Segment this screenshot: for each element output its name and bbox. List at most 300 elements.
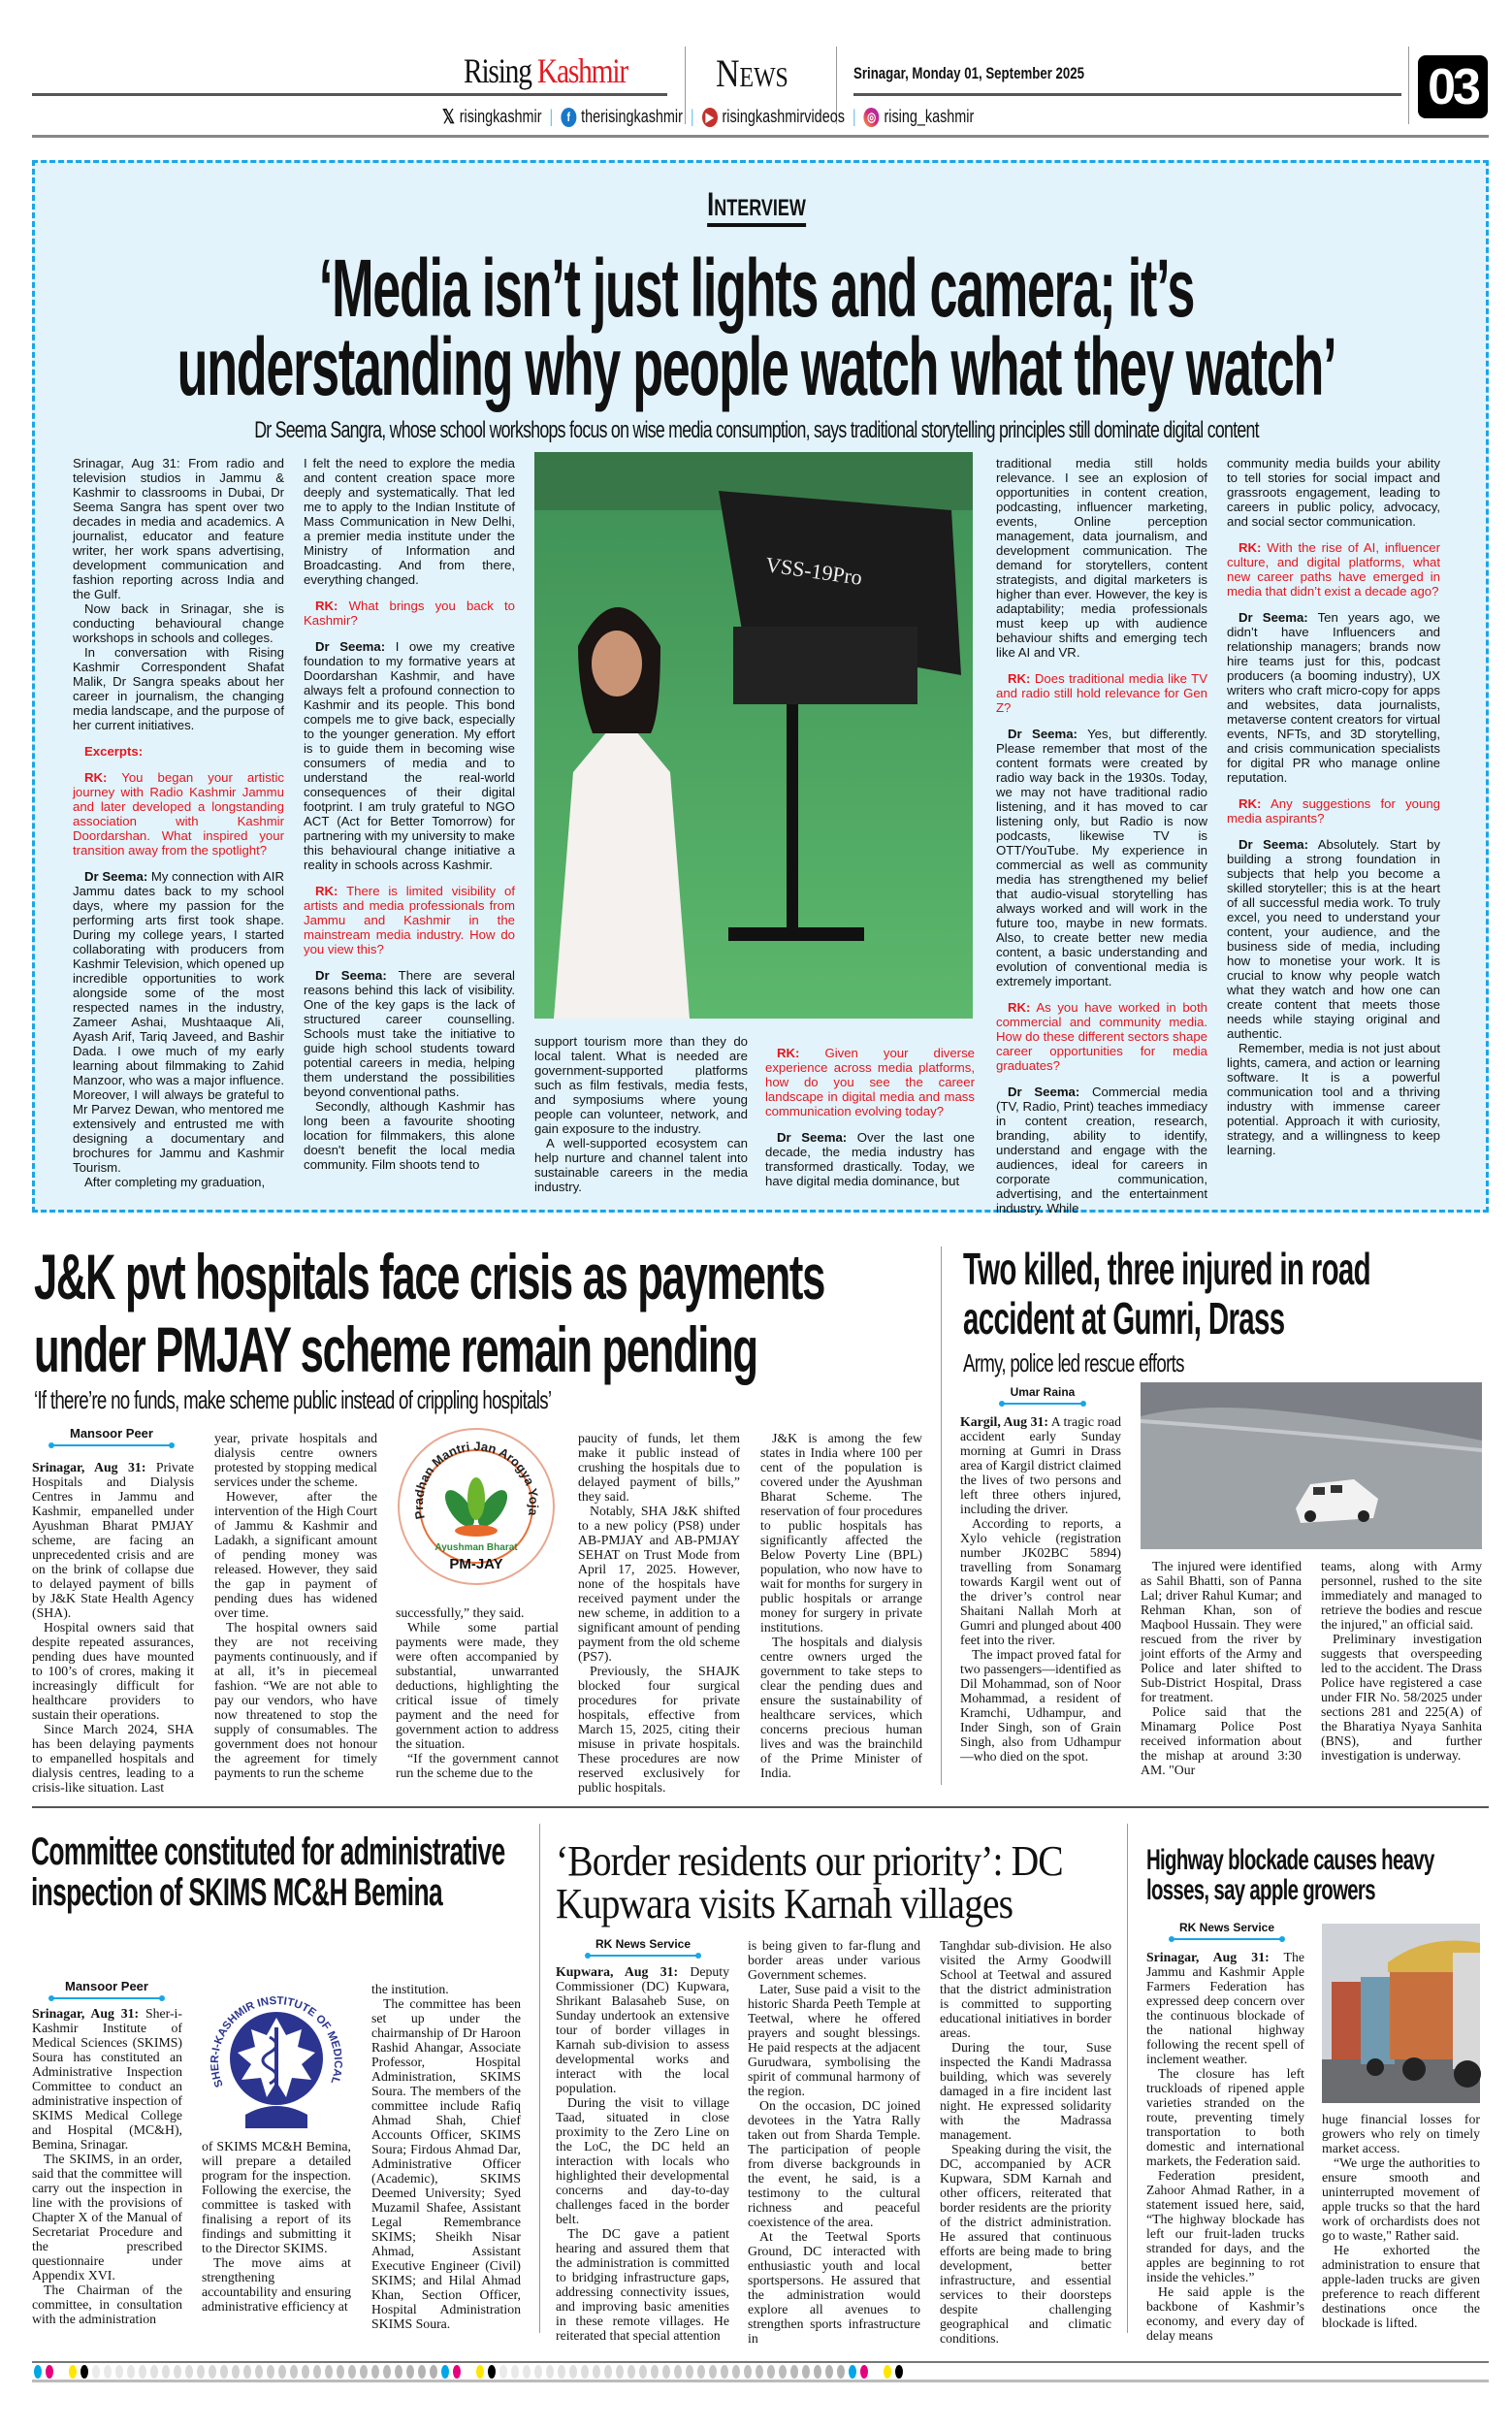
- paragraph-lead: Dr Seema:: [1008, 1085, 1080, 1099]
- skims-logo-ring-text: SHER-I-KASHMIR INSTITUTE OF MEDICAL: [209, 1994, 344, 2089]
- grey-swatch: [406, 2365, 414, 2379]
- paragraph: [996, 1085, 1207, 1215]
- grey-swatch: [174, 2365, 181, 2379]
- paragraph: [748, 2098, 920, 2229]
- pmjay-logo: [396, 1426, 557, 1587]
- interview-column-2: [304, 456, 515, 1201]
- paragraph: [1146, 2066, 1304, 2168]
- interview-standfirst: Dr Seema Sangra, whose school workshops focus on wise media consumption, says traditional storytelling principles still dominate digital content: [253, 417, 1259, 443]
- social-handle-instagram[interactable]: rising_kashmir: [884, 107, 975, 126]
- paragraph-text: support tourism more than they do local talent. What is needed are government-supported platforms such as film festivals, media fests, and symposiums where young people can volunteer, network, and gain exposure to the industry.: [534, 1034, 748, 1136]
- interview-kicker: Interview: [707, 186, 806, 227]
- color-swatch: [34, 2365, 42, 2379]
- paragraph-lead: RK:: [1239, 540, 1262, 555]
- paragraph-text: Previously, the SHAJK blocked four surgical procedures for private hospitals, effective from March 15, 2025, citing their misuse in private hospitals. These procedures are now reserved exclusively for public hospitals.: [578, 1664, 740, 1795]
- paragraph-lead: Dr Seema:: [84, 869, 148, 884]
- hospitals-column-5: [760, 1431, 922, 1780]
- paragraph: [32, 2152, 182, 2283]
- color-swatch: [465, 2365, 472, 2379]
- interview-question: [1227, 796, 1440, 826]
- grey-swatch: [302, 2365, 309, 2379]
- paragraph: [1141, 1559, 1302, 1704]
- instagram-icon: ◎: [864, 108, 880, 127]
- grey-swatch: [546, 2365, 554, 2379]
- border-column-1: [556, 1964, 729, 2343]
- paragraph-text: huge financial losses for growers who rely on timely market access.: [1322, 2112, 1480, 2155]
- grey-swatch: [92, 2365, 100, 2379]
- grey-swatch: [662, 2365, 670, 2379]
- masthead-rule: [32, 93, 667, 96]
- paragraph-text: He said apple is the backbone of Kashmir’s economy, and every day of delay means: [1146, 2284, 1304, 2343]
- color-swatch: [476, 2365, 484, 2379]
- paragraph-text: The Chairman of the committee, in consultation with the administration: [32, 2283, 182, 2326]
- highway-headline-line-2[interactable]: losses, say apple growers: [1146, 1874, 1375, 1906]
- grey-swatch: [418, 2365, 426, 2379]
- column-divider: [1127, 1824, 1128, 2333]
- color-swatch: [69, 2365, 77, 2379]
- grey-swatch: [627, 2365, 635, 2379]
- paragraph-text: Hospital owners said that despite repeated assurances, pending dues have mounted to 100’s of crores, making it increasingly difficult for healthcare providers to sustain their operations.: [32, 1620, 194, 1722]
- interview-column-1: [73, 456, 284, 1201]
- paragraph-lead: Dr Seema:: [315, 639, 386, 654]
- grey-swatch: [721, 2365, 728, 2379]
- paragraph-text: The SKIMS, in an order, said that the committee will carry out the inspection in line with the provisions of Chapter X of the Manual of Secretariat Procedure and the prescribed questionnaire under Appendix XVI.: [32, 2152, 182, 2283]
- grey-swatch: [360, 2365, 368, 2379]
- paragraph: [556, 2095, 729, 2226]
- color-swatch: [872, 2365, 880, 2379]
- trucks-photo: [1322, 1924, 1480, 2103]
- masthead-rule: [853, 93, 1401, 96]
- hospitals-column-3: [396, 1605, 559, 1780]
- grey-swatch: [337, 2365, 344, 2379]
- color-swatch: [488, 2365, 496, 2379]
- byline-name: Mansoor Peer: [65, 1979, 148, 1993]
- grey-swatch: [814, 2365, 821, 2379]
- grey-swatch: [197, 2365, 205, 2379]
- paragraph-text: On the occasion, DC joined devotees in the Yatra Rally taken out from Sharda Temple. The participation of people from diverse backgrounds in the event, he said, is a testimony to the cultural richness and peaceful coexistence of the area.: [748, 2098, 920, 2229]
- interview-column-5: [1227, 456, 1440, 1201]
- byline-name: Umar Raina: [1010, 1385, 1076, 1399]
- paragraph-text: You began your artistic journey with Radio Kashmir Jammu and later developed a longstanding association with Kashmir Doordarshan. What inspired your transition away from the spotlight?: [73, 770, 284, 858]
- grey-swatch: [802, 2365, 810, 2379]
- paragraph-text: Deputy Commissioner (DC) Kupwara, Shrikant Balasaheb Suse, on Sunday undertook an extensive tour of border villages in Karnah sub-division to assess developmental works and interact with the local population.: [556, 1964, 729, 2095]
- paragraph-text: Any suggestions for young media aspirants?: [1227, 796, 1440, 826]
- interview-question: [73, 770, 284, 858]
- camera-label: VSS-19Pro: [763, 552, 864, 590]
- grey-swatch: [255, 2365, 263, 2379]
- paragraph-text: the institution.: [371, 1982, 449, 1996]
- paragraph: [534, 1136, 748, 1194]
- color-swatch: [453, 2365, 461, 2379]
- paragraph-text: A well-supported ecosystem can help nurture and channel talent into sustainable careers in the media industry.: [534, 1136, 748, 1194]
- grey-swatch: [686, 2365, 693, 2379]
- paragraph: [32, 2006, 182, 2152]
- paragraph-text: paucity of funds, let them make it public instead of crushing the hospitals due to delayed payment of bills,” they said.: [578, 1431, 740, 1504]
- grey-swatch: [790, 2365, 798, 2379]
- grey-swatch: [395, 2365, 402, 2379]
- paragraph: [1322, 2112, 1480, 2155]
- interview-photo: [534, 452, 973, 1019]
- grey-swatch: [209, 2365, 216, 2379]
- paragraph-text: I owe my creative foundation to my formative years at Doordarshan Kashmir, and have always felt a profound connection to Kashmir and its people. This bond compels me to give back, especially to the younger generation. My effort is to guide them in becoming wise consumers of media and to understand the real-world consequences of their digital footprint. I am truly grateful to NGO ACT (Act for Better Tomorrow) for partnering with my university to make this behavioural change initiative a reality in schools across Kashmir.: [304, 639, 515, 872]
- paragraph-text: Commercial media (TV, Radio, Print) teaches immediacy in content creation, research, branding, ability to identify, understand and engage with the audiences, ideal for careers in corporate communication, advertising, and the entertainment industry. While: [996, 1085, 1207, 1215]
- accident-column-3: [1321, 1559, 1482, 1782]
- interview-column-3a: [534, 1034, 748, 1199]
- divider: [1408, 47, 1409, 124]
- paragraph-text: Private Hospitals and Dialysis Centres in Jammu and Kashmir, empanelled under Ayushman Bharat PMJAY scheme, are facing an unprecedented crisis and are on the brink of collapse due to delayed payment of bills by J&K State Health Agency (SHA).: [32, 1460, 194, 1620]
- interview-question: [1227, 540, 1440, 599]
- paragraph: [214, 1431, 377, 1489]
- paragraph-text: J&K is among the few states in India where 100 per cent of the population is covered under the Ayushman Bharat Scheme. The reservation of four procedures to public hospitals has significantly affected the Below Poverty Line (BPL) population, who now have to wait for months for surgery in public hospitals or arrange money for surgery in private institutions.: [760, 1431, 922, 1635]
- paragraph: [304, 1099, 515, 1172]
- hospitals-standfirst: ‘If there’re no funds, make scheme public instead of crippling hospitals’: [34, 1385, 552, 1414]
- paragraph-text: He exhorted the administration to ensure that apple-laden trucks are given preference to reach different destinations once the blockade is lifted.: [1322, 2243, 1480, 2330]
- paragraph-lead: RK:: [315, 884, 338, 898]
- hospitals-column-1: [32, 1460, 194, 1795]
- interview-question: [996, 1000, 1207, 1073]
- paragraph: [1227, 1041, 1440, 1157]
- paragraph: [73, 601, 284, 645]
- hospitals-column-4: [578, 1431, 740, 1795]
- hospitals-column-2: [214, 1431, 377, 1780]
- highway-column-2: [1322, 2112, 1480, 2331]
- paragraph-text: is being given to far-flung and border areas under various Government schemes.: [748, 1938, 920, 1982]
- paragraph-text: A tragic road accident early Sunday morning at Gumri in Drass area of Kargil district claimed the lives of two persons and left three others injured, including the driver.: [960, 1414, 1121, 1516]
- paragraph: [760, 1635, 922, 1780]
- accident-headline-line-2[interactable]: accident at Gumri, Drass: [963, 1293, 1285, 1344]
- interview-question: [996, 671, 1207, 715]
- color-swatch: [884, 2365, 891, 2379]
- grey-swatch: [371, 2365, 379, 2379]
- paragraph: [202, 2139, 351, 2255]
- paragraph-text: Yes, but differently. Please remember that most of the content formats were created by radio way back in the 1930s. Today, we may not have traditional radio listening, and it has moved to car listening only, but Radio is now podcasts, likewise TV is OTT/YouTube. My experience in commercial as well as community media has strengthened my belief that audio-visual storytelling has always worked and will work in the future too, maybe in new formats. Also, to create better new media content, a basic understanding and evolution of conventional media is extremely important.: [996, 727, 1207, 988]
- accident-column-2: [1141, 1559, 1302, 1782]
- grey-swatch: [115, 2365, 123, 2379]
- grey-swatch: [593, 2365, 600, 2379]
- grey-swatch: [290, 2365, 298, 2379]
- color-swatch: [80, 2365, 88, 2379]
- grey-swatch: [220, 2365, 228, 2379]
- paragraph-text: The hospitals and dialysis centre owners urged the government to take steps to clear the pending dues and ensure the sustainability of healthcare services, which concerns precious human lives and was the brainchild of the Prime Minister of India.: [760, 1635, 922, 1780]
- masthead-bottom-rule: [32, 135, 1489, 138]
- paragraph: [304, 639, 515, 872]
- paragraph-text: Later, Suse paid a visit to the historic Sharda Peeth Temple at Teetwal, where he offered prayers and sought blessings. He paid respects at the adjacent Gurudwara, symbolising the spirit of communal harmony of the region.: [748, 1982, 920, 2098]
- paragraph-text: traditional media still holds relevance. I see an explosion of opportunities in content creation, podcasting, influencer marketing, events, Online perception management, data journalism, and development communication. The demand for storytellers, content strategists, and digital marketers is higher than ever. However, the key is adaptability; media professionals must keep up with audience behaviour shifts and emerging tech like AI and VR.: [996, 456, 1207, 660]
- grey-swatch: [558, 2365, 565, 2379]
- paragraph-lead: Kupwara, Aug 31:: [556, 1964, 679, 1979]
- interview-headline-line-1[interactable]: ‘Media isn’t just lights and camera; it’s: [318, 243, 1194, 334]
- paragraph-text: I felt the need to explore the media and content creation space more deeply and systematically. That led me to apply to the Indian Institute of Mass Communication in New Delhi, a premier media institute under the Ministry of Information and Broadcasting. And from there, everything changed.: [304, 456, 515, 587]
- paragraph-lead: Dr Seema:: [1239, 610, 1308, 625]
- paragraph: [578, 1431, 740, 1504]
- grey-swatch: [511, 2365, 519, 2379]
- paragraph-text: Preliminary investigation suggests that overspeeding led to the accident. The Drass Police have registered a case under FIR No. 58/2025 under sections 281 and 225(A) of the Bharatiya Nyaya Sanhita (BNS), and further investigation is underway.: [1321, 1632, 1482, 1763]
- grey-swatch: [744, 2365, 752, 2379]
- interview-headline-line-2[interactable]: understanding why people watch what they watch’: [177, 321, 1335, 412]
- paragraph: [396, 1751, 559, 1780]
- paragraph: [940, 2142, 1111, 2346]
- border-headline-line-1[interactable]: ‘Border residents our priority’: DC: [556, 1837, 1063, 1885]
- paragraph: [1321, 1632, 1482, 1763]
- paragraph: [1146, 2284, 1304, 2343]
- paragraph-text: successfully,” they said.: [396, 1605, 525, 1620]
- paragraph: [1141, 1704, 1302, 1777]
- paragraph: [996, 727, 1207, 988]
- paragraph-text: Ten years ago, we didn’t have Influencers and relationship managers; brands now hire teams just for this, podcast producers (a booming industry), UX writers who craft micro-copy for apps and websites, data journalists, metaverse content creators for virtual events, NFTs, and 3D storytelling, and crisis communication specialists for digital PR who manage online reputation.: [1227, 610, 1440, 785]
- grey-swatch: [767, 2365, 775, 2379]
- grey-swatch: [651, 2365, 659, 2379]
- paragraph: [578, 1504, 740, 1664]
- grey-swatch: [348, 2365, 356, 2379]
- grey-swatch: [430, 2365, 437, 2379]
- paragraph-text: The injured were identified as Sahil Bhatti, son of Panna Lal; driver Rahul Kumar; and Rehman Khan, son of Maqbool Hussain. They were rescued from the river by joint efforts of the Army and Police and later shifted to Sub-District Hospital, Drass for treatment.: [1141, 1559, 1302, 1704]
- hospitals-byline: [39, 1426, 184, 1446]
- grey-swatch: [732, 2365, 740, 2379]
- paragraph: [534, 1034, 748, 1136]
- skims-column-2: [202, 2139, 351, 2331]
- paragraph-lead: RK:: [1008, 1000, 1031, 1015]
- paragraph: [578, 1664, 740, 1795]
- paragraph: [304, 968, 515, 1099]
- masthead-logo[interactable]: [464, 50, 627, 91]
- grey-swatch: [325, 2365, 333, 2379]
- skims-column-3: [371, 1982, 521, 2331]
- paragraph-text: However, after the intervention of the High Court of Jammu & Kashmir and Ladakh, a significant amount of pending money was released. However, they said the gap in payment of pending dues has widened over time.: [214, 1489, 377, 1620]
- paragraph: [940, 1938, 1111, 2040]
- paragraph: [214, 1620, 377, 1780]
- paragraph: [1322, 2155, 1480, 2243]
- paragraph: [760, 1431, 922, 1635]
- paragraph-text: In conversation with Rising Kashmir Correspondent Shafat Malik, Dr Sangra speaks about her career in journalism, the changing media landscape, and the purpose of her current initiatives.: [73, 645, 284, 732]
- accident-headline-line-1[interactable]: Two killed, three injured in road: [963, 1244, 1370, 1294]
- color-swatch: [46, 2365, 53, 2379]
- paragraph-lead: RK:: [1239, 796, 1262, 811]
- paragraph-text: of SKIMS MC&H Bemina, will prepare a detailed program for the inspection. Following the exercise, the committee is tasked with finalising a report of its findings and submitting it to the Director SKIMS.: [202, 2139, 351, 2255]
- grey-swatch: [278, 2365, 286, 2379]
- paragraph-lead: RK:: [315, 599, 338, 613]
- hospitals-headline-line-2[interactable]: under PMJAY scheme remain pending: [34, 1313, 757, 1385]
- paragraph-text: Notably, SHA J&K shifted to a new policy (PS8) under AB-PMJAY and AB-PMJAY SEHAT on Trust Mode from April 17, 2025. However, none of the hospitals have received payment under the new scheme, in addition to a significant amount of pending payment from the old scheme (PS7).: [578, 1504, 740, 1664]
- paragraph-text: Since March 2024, SHA has been delaying payments to empanelled hospitals and dialysis centres, leading to a crisis-like situation. Last: [32, 1722, 194, 1795]
- paragraph-lead: Srinagar, Aug 31:: [32, 2006, 140, 2021]
- accident-photo: [1141, 1382, 1482, 1549]
- paragraph: [371, 1982, 521, 1996]
- paragraph-text: During the visit to village Taad, situated in close proximity to the Zero Line on the LoC, the DC held an interaction with locals who highlighted their developmental concerns and day-to-day challenges faced in the border belt.: [556, 2095, 729, 2226]
- youtube-icon: ▶: [702, 108, 718, 127]
- section-label: [73, 744, 284, 759]
- grey-swatch: [162, 2365, 170, 2379]
- skims-byline: [39, 1979, 175, 1999]
- paragraph-text: year, private hospitals and dialysis centre owners protested by stopping medical services under the scheme.: [214, 1431, 377, 1489]
- paragraph-text: Does traditional media like TV and radio still hold relevance for Gen Z?: [996, 671, 1207, 715]
- paragraph: [960, 1647, 1121, 1764]
- paragraph-text: With the rise of AI, influencer culture, and digital platforms, what new career paths have emerged in media that didn’t exist a decade ago?: [1227, 540, 1440, 599]
- paragraph-text: During the tour, Suse inspected the Kandi Madrassa building, which was severely damaged in a fire incident last night. He expressed solidarity with the Madrassa management.: [940, 2040, 1111, 2142]
- grey-swatch: [383, 2365, 391, 2379]
- paragraph-text: There are several reasons behind this lack of visibility. One of the key gaps is the lack of structured career counselling. Schools must take the initiative to guide high school students toward potential careers in media, helping them understand the possibilities beyond conventional paths.: [304, 968, 515, 1099]
- paragraph-text: The Jammu and Kashmir Apple Farmers Federation has expressed deep concern over the continuous blockade of the national highway following the recent spell of inclement weather.: [1146, 1950, 1304, 2066]
- paragraph: [304, 456, 515, 587]
- pmjay-logo-name: PM-JAY: [449, 1556, 503, 1572]
- grey-swatch: [709, 2365, 717, 2379]
- color-swatch: [895, 2365, 903, 2379]
- interview-question: [304, 884, 515, 956]
- grey-swatch: [616, 2365, 624, 2379]
- highway-byline: [1159, 1921, 1295, 1940]
- color-swatch: [860, 2365, 868, 2379]
- paragraph: [73, 869, 284, 1175]
- color-swatch: [57, 2365, 65, 2379]
- grey-swatch: [232, 2365, 240, 2379]
- paragraph: [214, 1489, 377, 1620]
- print-color-bar: [32, 2361, 1489, 2382]
- border-column-2: [748, 1938, 920, 2346]
- byline-name: Mansoor Peer: [70, 1426, 153, 1441]
- interview-column-4: [996, 456, 1208, 1215]
- paragraph: [32, 1460, 194, 1620]
- paragraph: [1227, 610, 1440, 785]
- paragraph: [748, 2229, 920, 2346]
- paragraph-text: Sher-i-Kashmir Institute of Medical Sciences (SKIMS) Soura has constituted an Administrative Inspection Committee to conduct an administrative inspection of SKIMS Medical College and Hospital (MC&H), Bemina, Srinagar.: [32, 2006, 182, 2152]
- paragraph-text: Speaking during the visit, the DC, accompanied by ACR Kupwara, SDM Karnah and other officers, reiterated that border residents are the priority of the district administration. He assured that continuous efforts are being made to bring development, better infrastructure, and essential services to their doorsteps despite challenging geographical and climatic conditions.: [940, 2142, 1111, 2346]
- paragraph-lead: Srinagar, Aug 31:: [1146, 1950, 1270, 1964]
- paragraph-text: Secondly, although Kashmir has long been a favourite shooting location for filmmakers, this alone doesn't benefit the local media community. Film shoots tend to: [304, 1099, 515, 1172]
- column-divider: [539, 1824, 540, 2333]
- paragraph: [1146, 2168, 1304, 2284]
- paragraph: [202, 2255, 351, 2314]
- social-links: 𝕏 risingkashmir | f therisingkashmir | ▶ risingkashmirvideos | ◎ rising_kashmir: [442, 107, 975, 128]
- interview-question: [765, 1046, 975, 1118]
- paragraph: [1321, 1559, 1482, 1632]
- grey-swatch: [150, 2365, 158, 2379]
- color-swatch: [441, 2365, 449, 2379]
- paragraph: [765, 1130, 975, 1188]
- paragraph: [748, 1938, 920, 1982]
- social-handle-facebook[interactable]: therisingkashmir: [581, 107, 683, 126]
- paragraph-text: Excerpts:: [84, 744, 144, 759]
- paragraph-text: Absolutely. Start by building a strong foundation in subjects that help you become a skilled storyteller; this is at the heart of all successful media work. To truly excel, you need to understand your content, your audience, and the business side of media, including how to monetise your work. It is crucial to know why people watch what they watch and how one can create content that meets those needs while staying original and authentic.: [1227, 837, 1440, 1041]
- paragraph: [32, 1722, 194, 1795]
- paragraph: [32, 2283, 182, 2326]
- paragraph-text: Tanghdar sub-division. He also visited the Army Goodwill School at Teetwal and assured that the district administration is committed to supporting educational initiatives in border areas.: [940, 1938, 1111, 2040]
- paragraph: [960, 1516, 1121, 1647]
- paragraph-lead: Dr Seema:: [1239, 837, 1309, 852]
- paragraph-lead: RK:: [1008, 671, 1031, 686]
- interview-question: [304, 599, 515, 628]
- paragraph: [371, 1996, 521, 2331]
- paragraph-text: After completing my graduation,: [84, 1175, 266, 1189]
- paragraph-lead: RK:: [84, 770, 108, 785]
- grey-swatch: [534, 2365, 542, 2379]
- section-name: News: [716, 51, 788, 95]
- paragraph: [748, 1982, 920, 2098]
- accident-byline: [989, 1385, 1096, 1405]
- paragraph: [396, 1620, 559, 1751]
- paragraph-text: What brings you back to Kashmir?: [304, 599, 515, 628]
- x-icon: 𝕏: [442, 107, 455, 128]
- interview-column-3b: [765, 1034, 975, 1199]
- social-handle-youtube[interactable]: risingkashmirvideos: [722, 107, 845, 126]
- pmjay-logo-subtitle: Ayushman Bharat: [434, 1542, 518, 1553]
- skims-logo: [202, 1979, 351, 2132]
- paragraph-text: The hospital owners said they are not receiving payments continuously, and if at all, it’s in piecemeal fashion. “We are not able to pay our vendors, who have now threatened to stop the supply of consumables. The government does not honour the agreement for timely payments to run the scheme: [214, 1620, 377, 1780]
- border-headline-line-2[interactable]: Kupwara visits Karnah villages: [556, 1880, 1013, 1927]
- skims-column-1: [32, 2006, 182, 2331]
- paragraph: [1227, 837, 1440, 1041]
- hospitals-headline-line-1[interactable]: J&K pvt hospitals face crisis as payments: [34, 1241, 825, 1312]
- skims-headline[interactable]: Committee constituted for administrative inspection of SKIMS MC&H Bemina: [31, 1830, 505, 1914]
- paragraph-text: The impact proved fatal for two passengers—identified as Dil Mohammad, son of Noor Mohammad, a resident of Kramchi, Udhampur, and Inder Singh, son of Grain Singh, also from Udhampur—who died on the spot.: [960, 1647, 1121, 1764]
- paragraph-text: My connection with AIR Jammu dates back to my school days, where my passion for the performing arts first took shape. During my college years, I started collaborating with producers from Kashmir Television, which opened up incredible opportunities to work alongside some of the most respected names in the industry, Zameer Ashai, Mushtaaque Ali, Ayash Arif, Tariq Javeed, and Bashir Dada. I owe much of my early learning about filmmaking to Zahid Manzoor, who was a major influence. Moreover, I will always be grateful to Mr Parvez Dewan, who mentored me extensively and entrusted me with designing a documentary and brochures for Jammu and Kashmir Tourism.: [73, 869, 284, 1175]
- grey-swatch: [779, 2365, 787, 2379]
- column-divider: [941, 1247, 942, 1785]
- accident-column-1: [960, 1414, 1121, 1781]
- paragraph-text: Remember, media is not just about lights, camera, and action or learning software. It is a powerful communication tool and a thriving industry with immense career potential. Approach it with curiosity, strategy, and a willingness to keep learning.: [1227, 1041, 1440, 1157]
- grey-swatch: [581, 2365, 589, 2379]
- grey-swatch: [243, 2365, 251, 2379]
- paragraph-text: Now back in Srinagar, she is conducting behavioural change workshops in schools and colleges.: [73, 601, 284, 645]
- grey-swatch: [825, 2365, 833, 2379]
- grey-swatch: [569, 2365, 577, 2379]
- paragraph: [73, 645, 284, 732]
- grey-swatch: [604, 2365, 612, 2379]
- paragraph: [556, 2226, 729, 2343]
- paragraph: [1146, 1950, 1304, 2066]
- paragraph: [32, 1620, 194, 1722]
- paragraph-text: “If the government cannot run the scheme due to the: [396, 1751, 559, 1780]
- paragraph: [396, 1605, 559, 1620]
- grey-swatch: [267, 2365, 274, 2379]
- paragraph: [556, 1964, 729, 2095]
- paragraph-lead: Dr Seema:: [777, 1130, 848, 1145]
- grey-swatch: [674, 2365, 682, 2379]
- color-swatch: [849, 2365, 856, 2379]
- accident-standfirst: Army, police led rescue efforts: [963, 1348, 1184, 1377]
- paragraph: [73, 1175, 284, 1189]
- paragraph-text: According to reports, a Xylo vehicle (registration number JK02BC 5894) travelling from Sonamarg towards Kargil went out of the driver’s control near Shaitani Nallah Morh at Gumri and plunged about 400 feet into the river.: [960, 1516, 1121, 1647]
- grey-swatch: [499, 2365, 507, 2379]
- paragraph: [73, 456, 284, 601]
- highway-headline-line-1[interactable]: Highway blockade causes heavy: [1146, 1844, 1434, 1876]
- paragraph-text: Given your diverse experience across media platforms, how do you see the career landscape in digital media and mass communication evolving today?: [765, 1046, 975, 1118]
- paragraph-text: At the Teetwal Sports Ground, DC interacted with enthusiastic youth and local sportspersons. He assured that the administration would explore all avenues to strengthen sports infrastructure in: [748, 2229, 920, 2346]
- highway-column-1: [1146, 1950, 1304, 2343]
- grey-swatch: [185, 2365, 193, 2379]
- grey-swatch: [639, 2365, 647, 2379]
- social-handle-x[interactable]: risingkashmir: [459, 107, 542, 126]
- paragraph: [960, 1414, 1121, 1516]
- paragraph-lead: Kargil, Aug 31:: [960, 1414, 1049, 1429]
- grey-swatch: [756, 2365, 763, 2379]
- paragraph-lead: RK:: [777, 1046, 800, 1060]
- brand-kashmir: Kashmir: [536, 51, 627, 90]
- paragraph-text: community media builds your ability to tell stories for social impact and grassroots engagement, leading to careers in public policy, advocacy, and social sector communication.: [1227, 456, 1440, 529]
- paragraph-text: Federation president, Zahoor Ahmad Rather, in a statement issued here, said, “The highway blockade has left our fruit-laden trucks stranded for days, and the apples are beginning to rot inside the vehicles.”: [1146, 2168, 1304, 2284]
- paragraph-text: Srinagar, Aug 31: From radio and television studios in Jammu & Kashmir to classrooms in Dubai, Dr Seema Sangra has spent over two decades in media and academics. A journalist, educator and feature writer, her work spans advertising, development communication and fashion reporting across India and the Gulf.: [73, 456, 284, 601]
- grey-swatch: [127, 2365, 135, 2379]
- paragraph-text: The DC gave a patient hearing and assured them that the administration is committed to bridging infrastructure gaps, addressing connectivity issues, and improving basic amenities in these remote villages. He reiterated that special attention: [556, 2226, 729, 2343]
- pmjay-logo-ring-text: Pradhan Mantri Jan Arogya Yoja: [410, 1439, 542, 1521]
- grey-swatch: [139, 2365, 146, 2379]
- grey-swatch: [837, 2365, 845, 2379]
- paragraph-lead: Dr Seema:: [1008, 727, 1078, 741]
- brand-rising: Rising: [464, 51, 531, 90]
- paragraph-text: Over the last one decade, the media industry has transformed drastically. Today, we have digital media dominance, but: [765, 1130, 975, 1188]
- paragraph: [1227, 456, 1440, 529]
- grey-swatch: [697, 2365, 705, 2379]
- grey-swatch: [523, 2365, 531, 2379]
- paragraph-text: The closure has left truckloads of ripened apple varieties stranded on the route, preventing timely transportation to both domestic and international markets, the Federation said.: [1146, 2066, 1304, 2168]
